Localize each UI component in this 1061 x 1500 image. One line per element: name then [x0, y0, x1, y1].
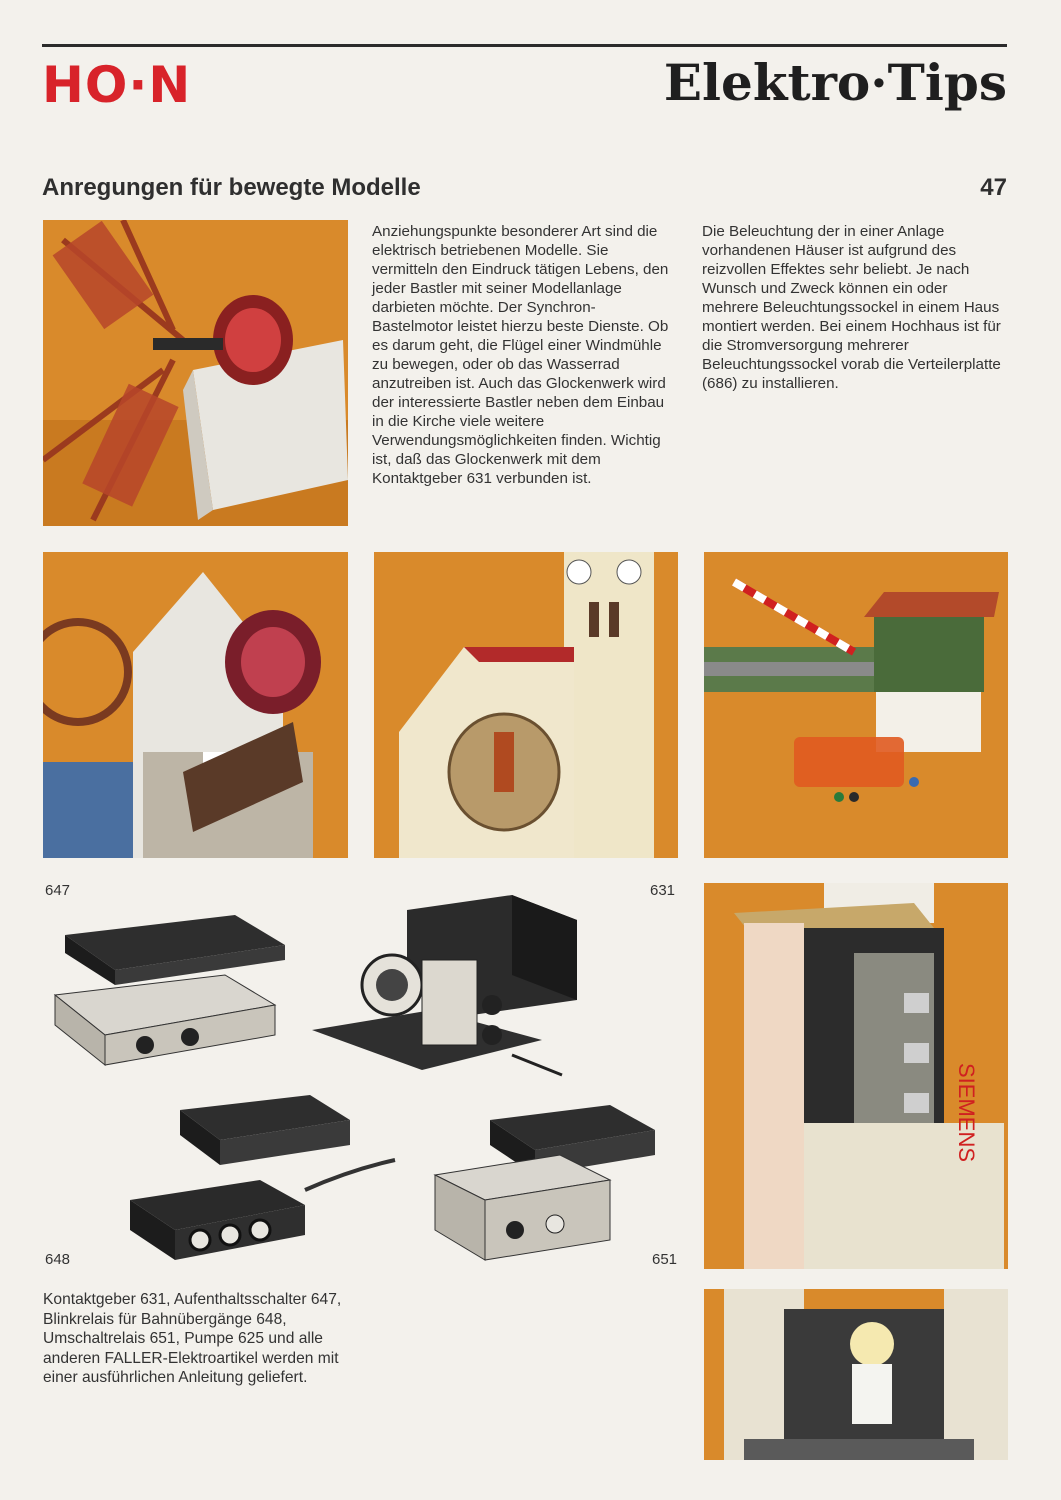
relay-648-drawing — [130, 1090, 400, 1265]
text-column-lighting: Die Beleuchtung der in einer Anlage vorhandenen Häuser ist aufgrund des reizvollen Effektes sehr beliebt. Je nach Wunsch und Zweck können ein oder mehrere Beleuchtungssockel in einem Haus montiert werden. Bei einem Hochhaus ist für die Stromversorgung mehrerer Beleuchtungssockel vorab die Verteilerplatte (686) zu installieren. — [702, 223, 1001, 392]
label-647: 647 — [45, 882, 71, 899]
header-rule — [42, 44, 1007, 47]
text-column-motors: Anziehungspunkte besonderer Art sind die elektrisch betriebenen Modelle. Sie vermitteln den Eindruck tätigen Lebens, den jeder Bastler mit seiner Modellanlage darbieten möchte. Der Synchron-Bastelmotor leistet hierzu beste Dienste. Ob es darum geht, die Flügel einer Windmühle zu bewegen, oder ob das Wasserrad anzutreiben ist. Auch das Glockenwerk wird der interessierte Bastler neben dem Einbau in die Kirche viele weitere Verwendungsmöglichkeiten finden. Wichtig ist, daß das Glockenwerk mit dem Kontaktgeber 631 verbunden ist. — [372, 223, 669, 487]
page-heading: Anregungen für bewegte Modelle — [42, 174, 421, 201]
windmill-photo — [43, 220, 348, 526]
svg-text:SIEMENS: SIEMENS — [954, 1063, 979, 1163]
watermill-photo — [43, 552, 348, 858]
page-number: 47 — [980, 174, 1007, 201]
series-title: Elektro·Tips — [663, 53, 1007, 112]
contact-631-drawing — [312, 890, 662, 1085]
relay-651-drawing — [420, 1100, 670, 1270]
switch-647-drawing — [45, 905, 295, 1070]
highrise-photo — [704, 883, 1008, 1269]
accessories-caption: Kontaktgeber 631, Aufenthaltsschalter 647, Blinkrelais für Bahnübergänge 648, Umschaltrelais 651, Pumpe 625 und alle anderen FALLER-Elektroartikel werden mit einer ausführlichen Anleitung geliefert. — [43, 1291, 342, 1386]
lighting-socket-photo — [704, 1289, 1008, 1460]
brand-logo: HO·N — [42, 56, 192, 114]
level-crossing-photo — [704, 552, 1008, 858]
label-648: 648 — [45, 1251, 71, 1268]
label-631: 631 — [650, 882, 676, 899]
church-photo — [374, 552, 678, 858]
label-651: 651 — [652, 1251, 678, 1268]
